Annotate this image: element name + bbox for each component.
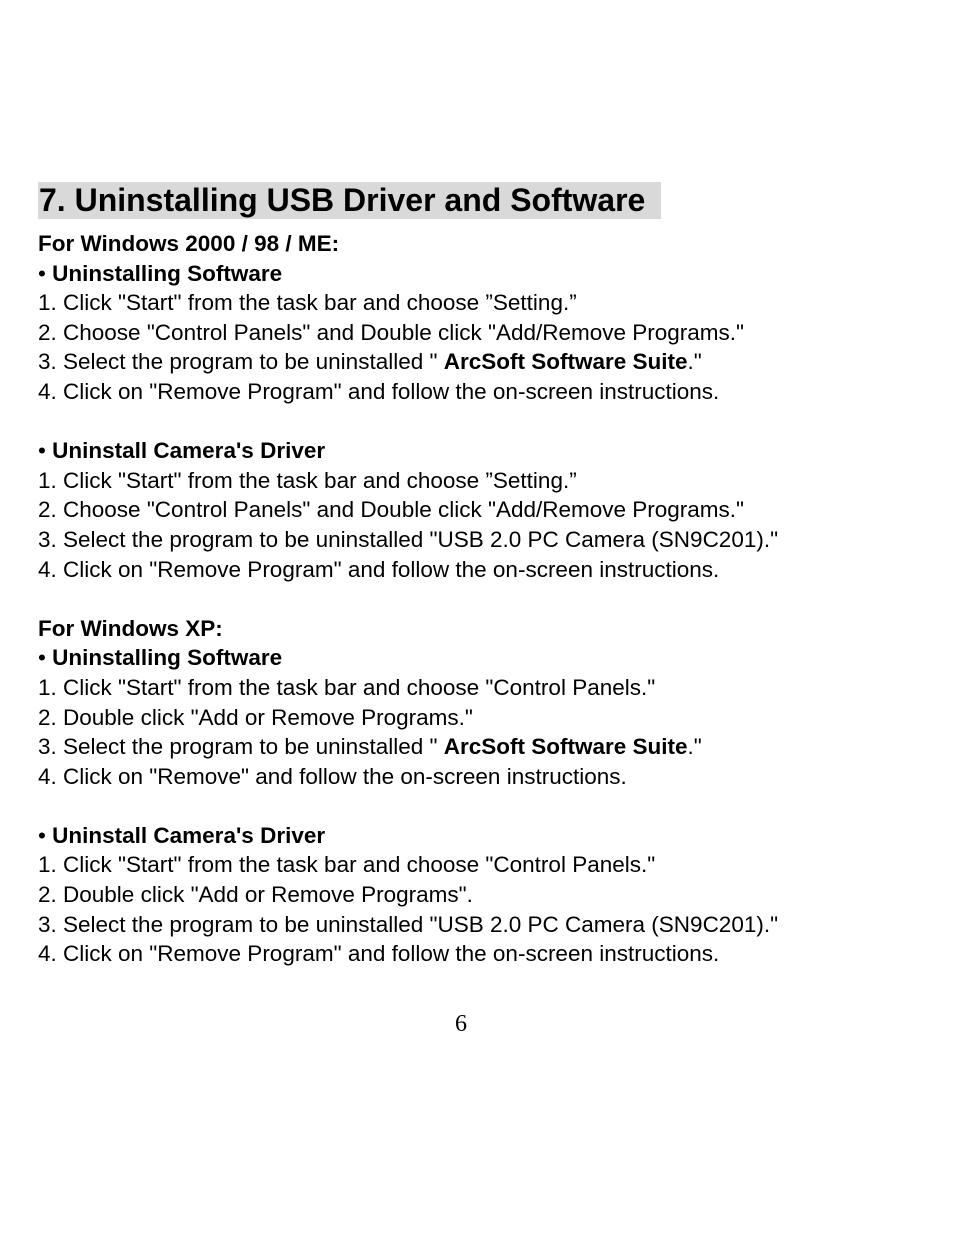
step-item: 2. Double click "Add or Remove Programs".	[38, 882, 473, 908]
section-heading: For Windows 2000 / 98 / ME:	[38, 231, 340, 256]
spacer	[38, 407, 918, 437]
spacer	[38, 791, 918, 821]
subsection-title	[38, 436, 918, 466]
subsection-title-text: Uninstall Camera's Driver	[52, 822, 326, 848]
program-name: ArcSoft Software Suite	[443, 349, 688, 375]
page-number: 6	[455, 1011, 467, 1037]
step-text: 3. Select the program to be uninstalled "	[38, 349, 444, 375]
step-item	[38, 347, 918, 377]
subsection-title	[38, 643, 918, 673]
bullet: •	[38, 822, 53, 848]
subsection-title	[38, 259, 918, 289]
step-item: 1. Click "Start" from the task bar and choose ”Setting.”	[38, 290, 577, 316]
step-item: 4. Click on "Remove Program" and follow the on-screen instructions.	[38, 378, 720, 404]
bullet: •	[38, 645, 53, 671]
spacer	[38, 584, 918, 614]
program-name: ArcSoft Software Suite	[443, 734, 688, 760]
step-text: 3. Select the program to be uninstalled "	[38, 734, 444, 760]
step-text: ."	[687, 734, 702, 760]
subsection-title-text: Uninstall Camera's Driver	[52, 438, 326, 464]
step-item: 4. Click on "Remove Program" and follow the on-screen instructions.	[38, 556, 720, 582]
step-item: 2. Double click "Add or Remove Programs."	[38, 704, 473, 730]
step-item: 1. Click "Start" from the task bar and choose "Control Panels."	[38, 852, 656, 878]
step-item	[38, 732, 918, 762]
document-page	[38, 182, 918, 969]
bullet: •	[38, 260, 53, 286]
subsection-title	[38, 821, 918, 851]
subsection-title-text: Uninstalling Software	[52, 645, 283, 671]
step-item: 2. Choose "Control Panels" and Double click "Add/Remove Programs."	[38, 319, 745, 345]
page-title: 7. Uninstalling USB Driver and Software	[38, 182, 661, 219]
step-item: 3. Select the program to be uninstalled "USB 2.0 PC Camera (SN9C201)."	[38, 526, 779, 552]
subsection-title-text: Uninstalling Software	[52, 260, 283, 286]
section-heading: For Windows XP:	[38, 615, 223, 641]
step-item: 3. Select the program to be uninstalled "USB 2.0 PC Camera (SN9C201)."	[38, 911, 779, 937]
step-text: ."	[687, 349, 702, 375]
step-item: 1. Click "Start" from the task bar and choose ”Setting.”	[38, 467, 577, 493]
section-windows-xp	[38, 614, 918, 969]
section-windows-2000-98-me	[38, 229, 918, 584]
step-item: 4. Click on "Remove" and follow the on-screen instructions.	[38, 763, 627, 789]
step-item: 4. Click on "Remove Program" and follow the on-screen instructions.	[38, 941, 720, 967]
step-item: 1. Click "Start" from the task bar and choose "Control Panels."	[38, 674, 656, 700]
bullet: •	[38, 438, 53, 464]
step-item: 2. Choose "Control Panels" and Double click "Add/Remove Programs."	[38, 497, 745, 523]
